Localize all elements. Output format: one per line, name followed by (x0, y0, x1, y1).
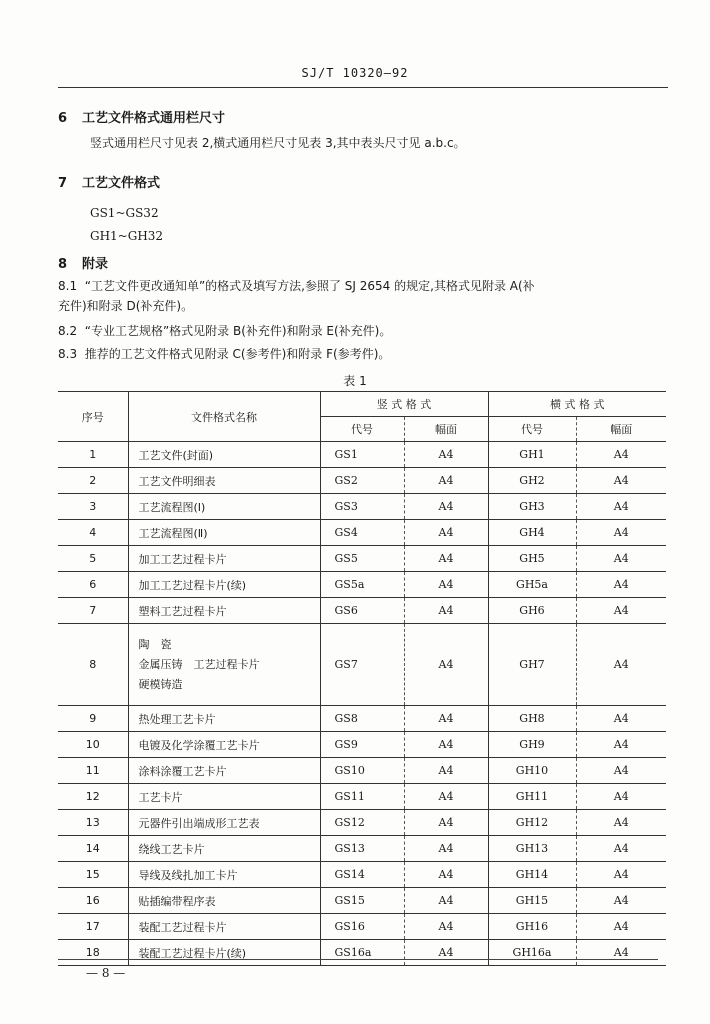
row-seq: 5 (58, 546, 128, 572)
row-seq: 6 (58, 572, 128, 598)
row-gh-size: A4 (576, 862, 666, 888)
row-gs-size: A4 (404, 732, 488, 758)
appendix-8-1-number: 8.1 (58, 279, 78, 293)
row-seq: 15 (58, 862, 128, 888)
row-gs-code: GS9 (320, 732, 404, 758)
footer-divider (58, 959, 658, 960)
row-seq: 16 (58, 888, 128, 914)
row-gs-code: GS16a (320, 940, 404, 966)
table-row (58, 546, 666, 572)
header-gh-size: 幅面 (576, 417, 666, 442)
section-7-heading (58, 172, 160, 191)
row-gs-code: GS11 (320, 784, 404, 810)
row-name: 塑料工艺过程卡片 (128, 598, 320, 624)
table-row (58, 914, 666, 940)
row-gh-size: A4 (576, 888, 666, 914)
row-gs-size: A4 (404, 758, 488, 784)
table-row (58, 784, 666, 810)
row-gs-code: GS14 (320, 862, 404, 888)
row-name-line: 陶 瓷 (138, 637, 172, 651)
row-gh-code: GH9 (488, 732, 576, 758)
appendix-8-2-text: “专业工艺规格”格式见附录 B(补充件)和附录 E(补充件)。 (84, 324, 392, 338)
row-name: 电镀及化学涂覆工艺卡片 (128, 732, 320, 758)
row-gs-code: GS6 (320, 598, 404, 624)
row-name: 工艺文件(封面) (128, 442, 320, 468)
header-name: 文件格式名称 (128, 392, 320, 442)
row-gs-code: GS4 (320, 520, 404, 546)
row-gh-size: A4 (576, 732, 666, 758)
row-seq: 18 (58, 940, 128, 966)
row-gs-size: A4 (404, 862, 488, 888)
appendix-8-3-text: 推荐的工艺文件格式见附录 C(参考件)和附录 F(参考件)。 (84, 347, 391, 361)
row-seq: 3 (58, 494, 128, 520)
row-gh-size: A4 (576, 494, 666, 520)
row-gs-size: A4 (404, 810, 488, 836)
row-seq: 17 (58, 914, 128, 940)
header-horizontal-format: 横 式 格 式 (488, 392, 666, 417)
row-gs-size: A4 (404, 888, 488, 914)
row-gs-size: A4 (404, 468, 488, 494)
row-gh-code: GH7 (488, 624, 576, 706)
table-row (58, 706, 666, 732)
row-gh-code: GH11 (488, 784, 576, 810)
row-gh-code: GH10 (488, 758, 576, 784)
row-gs-code: GS15 (320, 888, 404, 914)
table-row (58, 494, 666, 520)
row-gh-size: A4 (576, 442, 666, 468)
appendix-8-1-text-cont: 充件)和附录 D(补充件)。 (58, 299, 194, 313)
section-7-number: 7 (58, 176, 68, 191)
appendix-8-3-number: 8.3 (58, 347, 78, 361)
appendix-8-1 (58, 276, 670, 316)
row-gs-code: GS16 (320, 914, 404, 940)
section-8-number: 8 (58, 257, 68, 272)
table-row (58, 862, 666, 888)
row-seq: 11 (58, 758, 128, 784)
row-name: 装配工艺过程卡片 (128, 914, 320, 940)
appendix-8-3 (58, 344, 390, 364)
row-seq: 7 (58, 598, 128, 624)
row-gs-size: A4 (404, 706, 488, 732)
row-name: 工艺流程图(Ⅱ) (128, 520, 320, 546)
row-gs-size: A4 (404, 442, 488, 468)
row-gh-code: GH13 (488, 836, 576, 862)
row-gh-size: A4 (576, 572, 666, 598)
row-name: 导线及线扎加工卡片 (128, 862, 320, 888)
section-8-title: 附录 (82, 257, 109, 272)
table-row (58, 468, 666, 494)
row-name: 装配工艺过程卡片(续) (128, 940, 320, 966)
row-gh-code: GH5a (488, 572, 576, 598)
row-gs-size: A4 (404, 914, 488, 940)
row-gh-code: GH16a (488, 940, 576, 966)
row-gh-code: GH4 (488, 520, 576, 546)
row-name: 加工工艺过程卡片(续) (128, 572, 320, 598)
row-gh-code: GH16 (488, 914, 576, 940)
appendix-8-2 (58, 321, 391, 341)
row-gs-size: A4 (404, 940, 488, 966)
row-gh-size: A4 (576, 758, 666, 784)
row-name: 元器件引出端成形工艺表 (128, 810, 320, 836)
row-gh-size: A4 (576, 598, 666, 624)
row-seq: 4 (58, 520, 128, 546)
table-row (58, 572, 666, 598)
table-row (58, 732, 666, 758)
table-row (58, 810, 666, 836)
row-gh-size: A4 (576, 706, 666, 732)
row-gh-code: GH6 (488, 598, 576, 624)
row-gh-size: A4 (576, 914, 666, 940)
row-gs-size: A4 (404, 572, 488, 598)
header-gh-code: 代号 (488, 417, 576, 442)
row-gs-code: GS8 (320, 706, 404, 732)
row-gh-size: A4 (576, 940, 666, 966)
row-seq: 8 (58, 624, 128, 706)
header-gs-code: 代号 (320, 417, 404, 442)
row-gs-code: GS5a (320, 572, 404, 598)
row-gs-size: A4 (404, 784, 488, 810)
standard-number-header: SJ/T 10320—92 (301, 66, 409, 80)
row-name: 绕线工艺卡片 (128, 836, 320, 862)
row-gs-code: GS3 (320, 494, 404, 520)
row-gs-size: A4 (404, 494, 488, 520)
table-row (58, 624, 666, 706)
table-row (58, 940, 666, 966)
row-gh-size: A4 (576, 624, 666, 706)
row-seq: 13 (58, 810, 128, 836)
section-6-title: 工艺文件格式通用栏尺寸 (82, 111, 226, 126)
row-gh-code: GH3 (488, 494, 576, 520)
section-7-code-gs: GS1~GS32 (90, 206, 159, 220)
header-divider (58, 87, 668, 88)
row-gs-code: GS7 (320, 624, 404, 706)
table-caption: 表 1 (343, 374, 367, 388)
row-gs-size: A4 (404, 598, 488, 624)
table-row (58, 836, 666, 862)
row-seq: 10 (58, 732, 128, 758)
row-gh-size: A4 (576, 520, 666, 546)
row-name: 加工工艺过程卡片 (128, 546, 320, 572)
row-name: 工艺流程图(Ⅰ) (128, 494, 320, 520)
page-number: — 8 — (86, 966, 126, 980)
row-seq: 9 (58, 706, 128, 732)
appendix-8-1-text: “工艺文件更改通知单”的格式及填写方法,参照了 SJ 2654 的规定,其格式见附录 A(补 (84, 279, 535, 293)
row-name: 工艺文件明细表 (128, 468, 320, 494)
row-gs-code: GS10 (320, 758, 404, 784)
appendix-8-2-number: 8.2 (58, 324, 78, 338)
row-gh-size: A4 (576, 836, 666, 862)
row-gh-size: A4 (576, 810, 666, 836)
row-gs-code: GS1 (320, 442, 404, 468)
header-gs-size: 幅面 (404, 417, 488, 442)
row-gs-size: A4 (404, 520, 488, 546)
section-8-heading (58, 253, 108, 272)
row-gh-code: GH12 (488, 810, 576, 836)
row-gs-code: GS2 (320, 468, 404, 494)
table-row (58, 758, 666, 784)
table-row (58, 888, 666, 914)
header-seq: 序号 (58, 392, 128, 442)
row-gs-size: A4 (404, 546, 488, 572)
section-7-code-gh: GH1~GH32 (90, 229, 164, 243)
row-gh-code: GH14 (488, 862, 576, 888)
row-gh-size: A4 (576, 784, 666, 810)
row-seq: 14 (58, 836, 128, 862)
row-gh-code: GH15 (488, 888, 576, 914)
section-6-number: 6 (58, 111, 68, 126)
format-table (58, 391, 666, 966)
section-6-text: 竖式通用栏尺寸见表 2,横式通用栏尺寸见表 3,其中表头尺寸见 a.b.c。 (90, 136, 466, 150)
row-seq: 2 (58, 468, 128, 494)
row-gh-code: GH8 (488, 706, 576, 732)
header-vertical-format: 竖 式 格 式 (320, 392, 488, 417)
row-name: 工艺卡片 (128, 784, 320, 810)
row-name-line: 金属压铸 工艺过程卡片 (138, 657, 260, 671)
table-row (58, 598, 666, 624)
row-seq: 1 (58, 442, 128, 468)
row-gh-size: A4 (576, 468, 666, 494)
section-7-title: 工艺文件格式 (82, 176, 161, 191)
row-gh-size: A4 (576, 546, 666, 572)
row-name: 涂料涂覆工艺卡片 (128, 758, 320, 784)
row-name (128, 624, 320, 706)
row-gh-code: GH2 (488, 468, 576, 494)
table-row (58, 442, 666, 468)
row-seq: 12 (58, 784, 128, 810)
row-gs-code: GS13 (320, 836, 404, 862)
row-gs-code: GS5 (320, 546, 404, 572)
row-name-line: 硬模铸造 (138, 677, 183, 691)
row-gs-code: GS12 (320, 810, 404, 836)
section-6-heading (58, 107, 225, 126)
row-gs-size: A4 (404, 836, 488, 862)
table-body (58, 442, 666, 966)
table-row (58, 520, 666, 546)
row-gs-size: A4 (404, 624, 488, 706)
row-gh-code: GH1 (488, 442, 576, 468)
row-name: 热处理工艺卡片 (128, 706, 320, 732)
row-name: 贴插编带程序表 (128, 888, 320, 914)
row-gh-code: GH5 (488, 546, 576, 572)
